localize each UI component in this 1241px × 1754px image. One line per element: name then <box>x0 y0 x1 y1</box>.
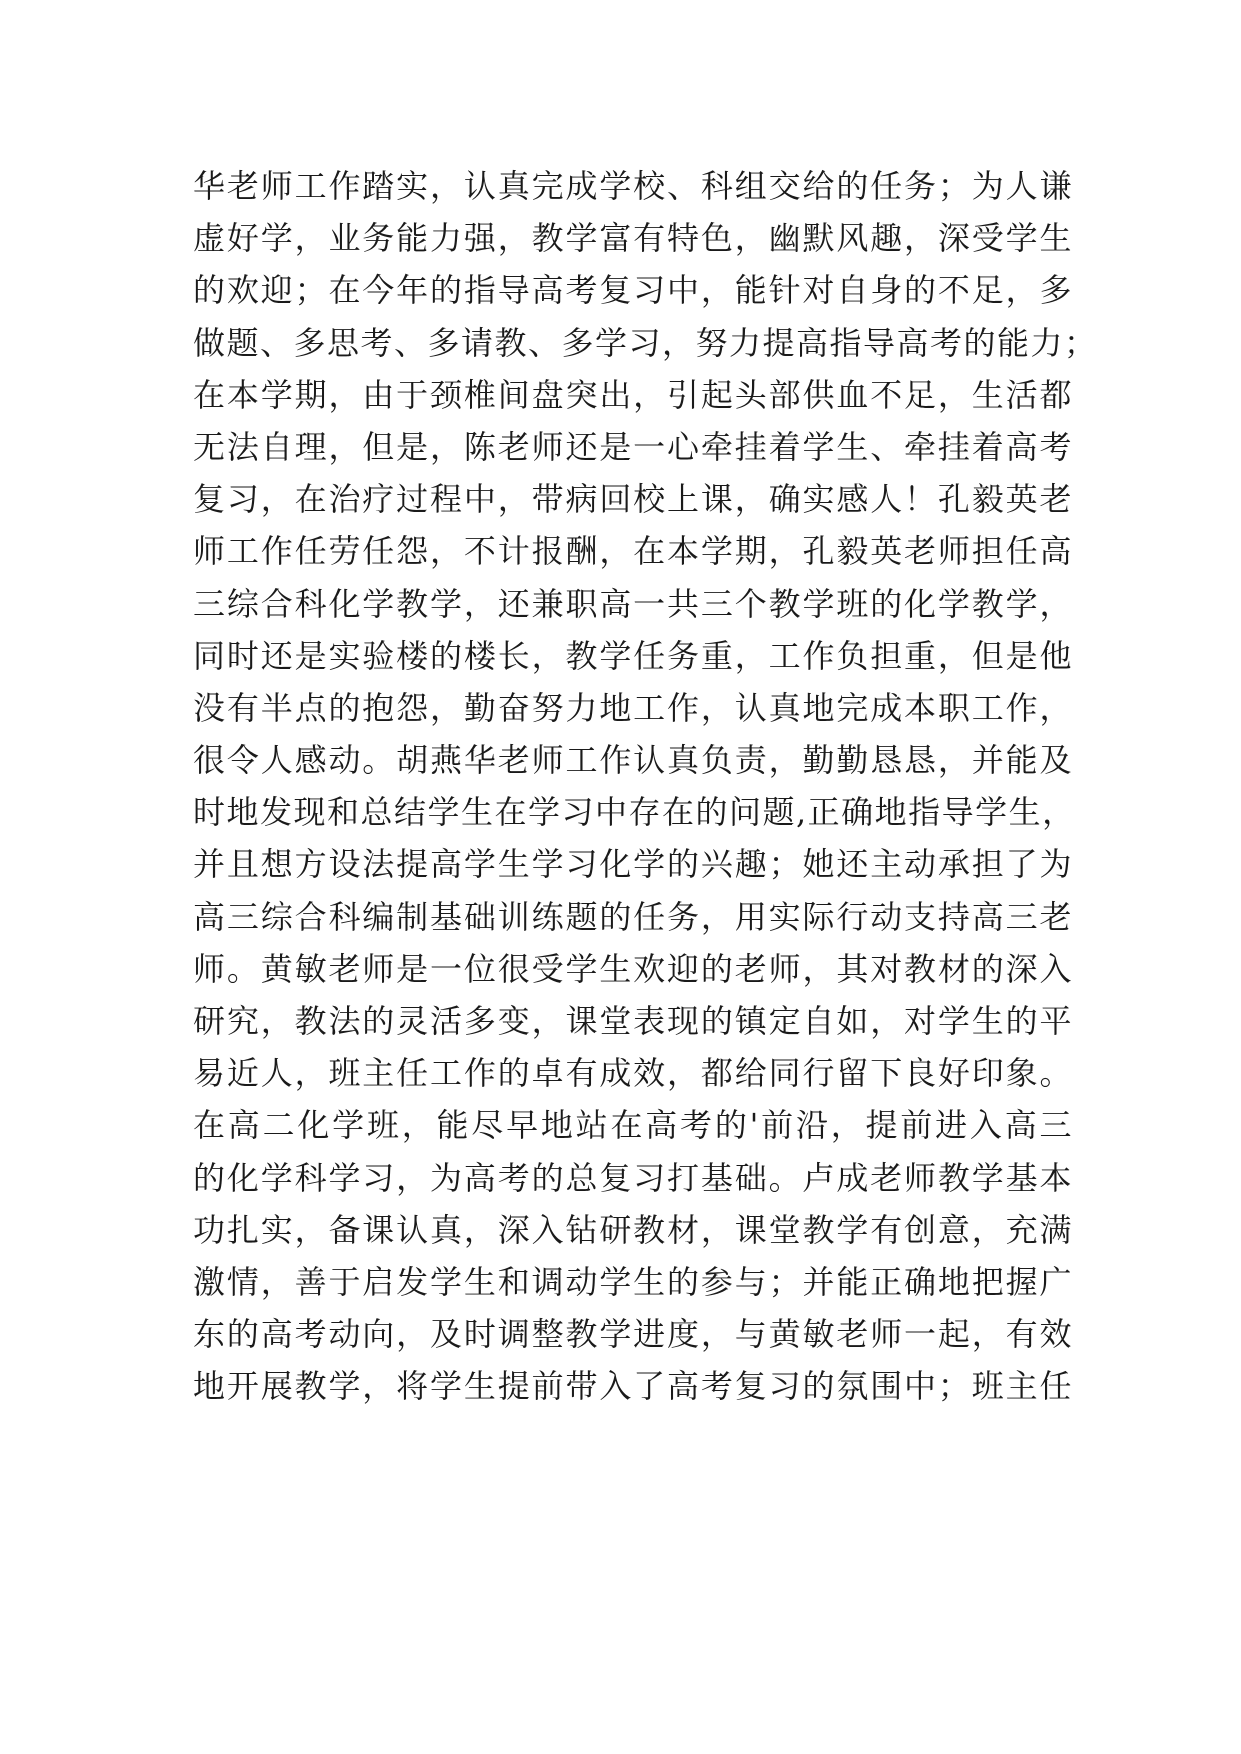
text-line: 没有半点的抱怨，勤奋努力地工作，认真地完成本职工作， <box>193 688 1073 727</box>
text-line: 易近人，班主任工作的卓有成效，都给同行留下良好印象。 <box>193 1054 1073 1093</box>
text-line: 三综合科化学教学，还兼职高一共三个教学班的化学教学， <box>193 584 1073 623</box>
text-line: 无法自理，但是，陈老师还是一心牵挂着学生、牵挂着高考 <box>193 427 1073 466</box>
text-line: 师工作任劳任怨，不计报酬，在本学期，孔毅英老师担任高 <box>193 532 1073 571</box>
text-line: 师。黄敏老师是一位很受学生欢迎的老师，其对教材的深入 <box>193 949 1073 988</box>
text-line: 的欢迎；在今年的指导高考复习中，能针对自身的不足，多 <box>193 271 1073 310</box>
text-line: 并且想方设法提高学生学习化学的兴趣；她还主动承担了为 <box>193 845 1073 884</box>
text-line: 高三综合科编制基础训练题的任务，用实际行动支持高三老 <box>193 897 1073 936</box>
text-line: 地开展教学，将学生提前带入了高考复习的氛围中；班主任 <box>193 1367 1073 1406</box>
body-paragraph <box>193 160 1098 1413</box>
text-line: 在本学期，由于颈椎间盘突出，引起头部供血不足，生活都 <box>193 375 1073 414</box>
text-line: 的化学科学习，为高考的总复习打基础。卢成老师教学基本 <box>193 1158 1073 1197</box>
text-line: 激情，善于启发学生和调动学生的参与；并能正确地把握广 <box>193 1262 1073 1301</box>
text-line: 同时还是实验楼的楼长，教学任务重，工作负担重，但是他 <box>193 636 1073 675</box>
text-line: 东的高考动向，及时调整教学进度，与黄敏老师一起，有效 <box>193 1315 1073 1354</box>
text-line: 时地发现和总结学生在学习中存在的问题,正确地指导学生， <box>193 793 1076 832</box>
text-line: 研究，教法的灵活多变，课堂表现的镇定自如，对学生的平 <box>193 1002 1073 1040</box>
text-line: 在高二化学班，能尽早地站在高考的'前沿，提前进入高三 <box>193 1106 1073 1145</box>
text-line: 华老师工作踏实，认真完成学校、科组交给的任务；为人谦 <box>193 167 1073 205</box>
text-line: 复习，在治疗过程中，带病回校上课，确实感人！孔毅英老 <box>193 480 1073 519</box>
text-line: 做题、多思考、多请教、多学习，努力提高指导高考的能力； <box>193 323 1098 362</box>
text-line: 很令人感动。胡燕华老师工作认真负责，勤勤恳恳，并能及 <box>193 741 1073 780</box>
text-line: 功扎实，备课认真，深入钻研教材，课堂教学有创意，充满 <box>193 1210 1073 1249</box>
text-line: 虚好学，业务能力强，教学富有特色，幽默风趣，深受学生 <box>193 219 1073 258</box>
